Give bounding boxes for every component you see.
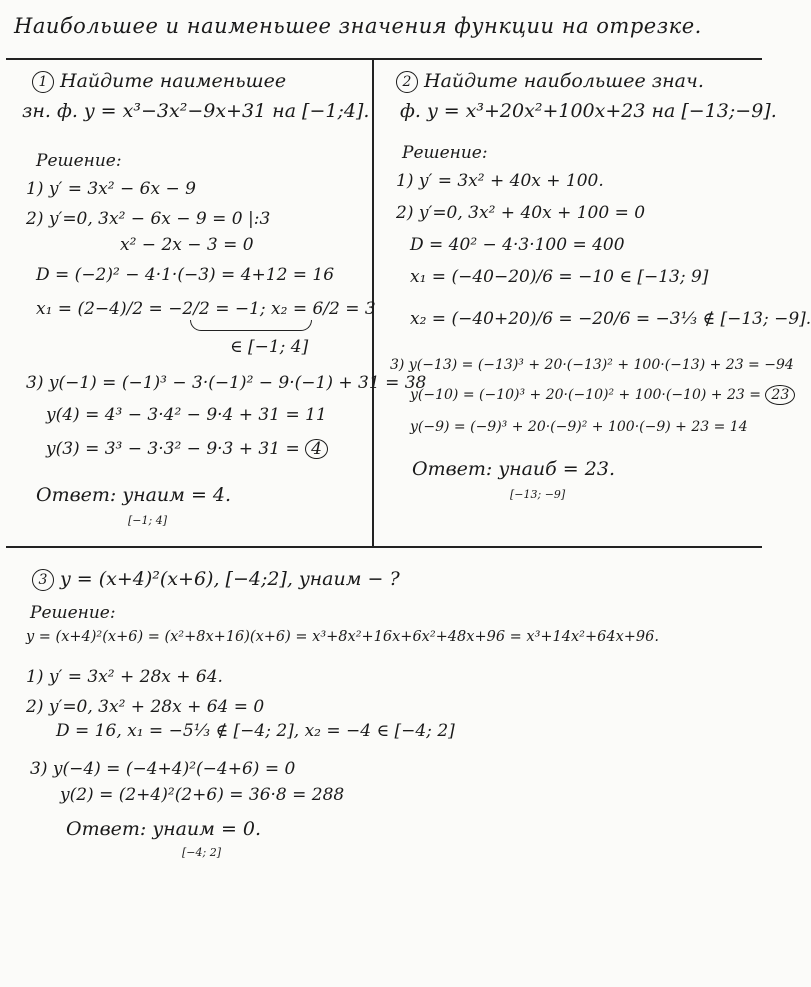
task-1-step-1: 1) y′ = 3x² − 6x − 9 bbox=[26, 179, 196, 199]
task-3-step-3a: 3) y(−4) = (−4+4)²(−4+6) = 0 bbox=[30, 759, 296, 779]
task-2-root-1: x₁ = (−40−20)/6 = −10 ∈ [−13; 9] bbox=[410, 267, 709, 287]
task-1-discriminant: D = (−2)² − 4·1·(−3) = 4+12 = 16 bbox=[36, 265, 335, 285]
task-2-step-3b: y(−10) = (−10)³ + 20·(−10)² + 100·(−10) + 23 = 23 bbox=[410, 384, 795, 406]
task-2-discriminant: D = 40² − 4·3·100 = 400 bbox=[410, 235, 625, 255]
task-3-answer-interval: [−4; 2] bbox=[182, 846, 221, 859]
task-2-solution-label: Решение: bbox=[402, 143, 488, 163]
task-2-step-3c: y(−9) = (−9)³ + 20·(−9)² + 100·(−9) + 23 = 14 bbox=[410, 419, 748, 435]
middle-divider bbox=[6, 546, 762, 548]
task-1-heading: 1 Найдите наименьшее bbox=[32, 70, 286, 93]
task-1-step-2: 2) y′=0, 3x² − 6x − 9 = 0 |:3 bbox=[26, 209, 271, 229]
task-2-step-2: 2) y′=0, 3x² + 40x + 100 = 0 bbox=[396, 203, 646, 223]
task-3-answer: Ответ: yнаим = 0. bbox=[66, 818, 262, 840]
task-1-number: 1 bbox=[32, 71, 54, 93]
task-1-solution-label: Решение: bbox=[36, 151, 122, 171]
task-1-step-2-simplified: x² − 2x − 3 = 0 bbox=[120, 235, 254, 255]
task-3-heading: 3 y = (x+4)²(x+6), [−4;2], yнаим − ? bbox=[32, 568, 400, 591]
task-3-number: 3 bbox=[32, 569, 54, 591]
task-2-max-circled: 23 bbox=[765, 385, 795, 405]
task-2-condition: ф. y = x³+20x²+100x+23 на [−13;−9]. bbox=[400, 100, 777, 122]
task-2-heading: 2 Найдите наибольшее знач. bbox=[396, 70, 704, 93]
task-1-step-3c: y(3) = 3³ − 3·3² − 9·3 + 31 = 4 bbox=[46, 438, 328, 460]
task-2-step-3a: 3) y(−13) = (−13)³ + 20·(−13)² + 100·(−13) + 23 = −94 bbox=[390, 357, 794, 373]
top-divider bbox=[6, 58, 762, 60]
task-1-answer-interval: [−1; 4] bbox=[128, 514, 167, 527]
task-2-answer-interval: [−13; −9] bbox=[510, 488, 566, 501]
task-2-step-1: 1) y′ = 3x² + 40x + 100. bbox=[396, 171, 604, 191]
task-1-answer: Ответ: yнаим = 4. bbox=[36, 484, 232, 506]
task-1-step-3b: y(4) = 4³ − 3·4² − 9·4 + 31 = 11 bbox=[46, 405, 327, 425]
task-3-roots: D = 16, x₁ = −5⅓ ∉ [−4; 2], x₂ = −4 ∈ [−4; 2] bbox=[56, 721, 455, 741]
task-3-step-3b: y(2) = (2+4)²(2+6) = 36·8 = 288 bbox=[60, 785, 345, 805]
task-1-roots: x₁ = (2−4)/2 = −2/2 = −1; x₂ = 6/2 = 3 bbox=[36, 299, 376, 319]
task-3-step-2: 2) y′=0, 3x² + 28x + 64 = 0 bbox=[26, 697, 265, 717]
task-3-expansion: y = (x+4)²(x+6) = (x²+8x+16)(x+6) = x³+8x²+16x+6x²+48x+96 = x³+14x²+64x+96. bbox=[26, 629, 659, 645]
page-title: Наибольшее и наименьшее значения функции на отрезке. bbox=[14, 14, 702, 38]
task-2-root-2: x₂ = (−40+20)/6 = −20/6 = −3⅓ ∉ [−13; −9]. bbox=[410, 309, 811, 329]
task-1-brace bbox=[190, 320, 312, 331]
task-1-condition: зн. ф. y = x³−3x²−9x+31 на [−1;4]. bbox=[22, 100, 370, 122]
task-1-min-circled: 4 bbox=[305, 439, 328, 459]
task-2-number: 2 bbox=[396, 71, 418, 93]
task-1-step-3a: 3) y(−1) = (−1)³ − 3·(−1)² − 9·(−1) + 31 = 38 bbox=[26, 373, 427, 393]
task-3-step-1: 1) y′ = 3x² + 28x + 64. bbox=[26, 667, 223, 687]
task-2-answer: Ответ: yнаиб = 23. bbox=[412, 458, 615, 480]
task-3-solution-label: Решение: bbox=[30, 603, 116, 623]
task-1-roots-interval: ∈ [−1; 4] bbox=[230, 337, 309, 357]
